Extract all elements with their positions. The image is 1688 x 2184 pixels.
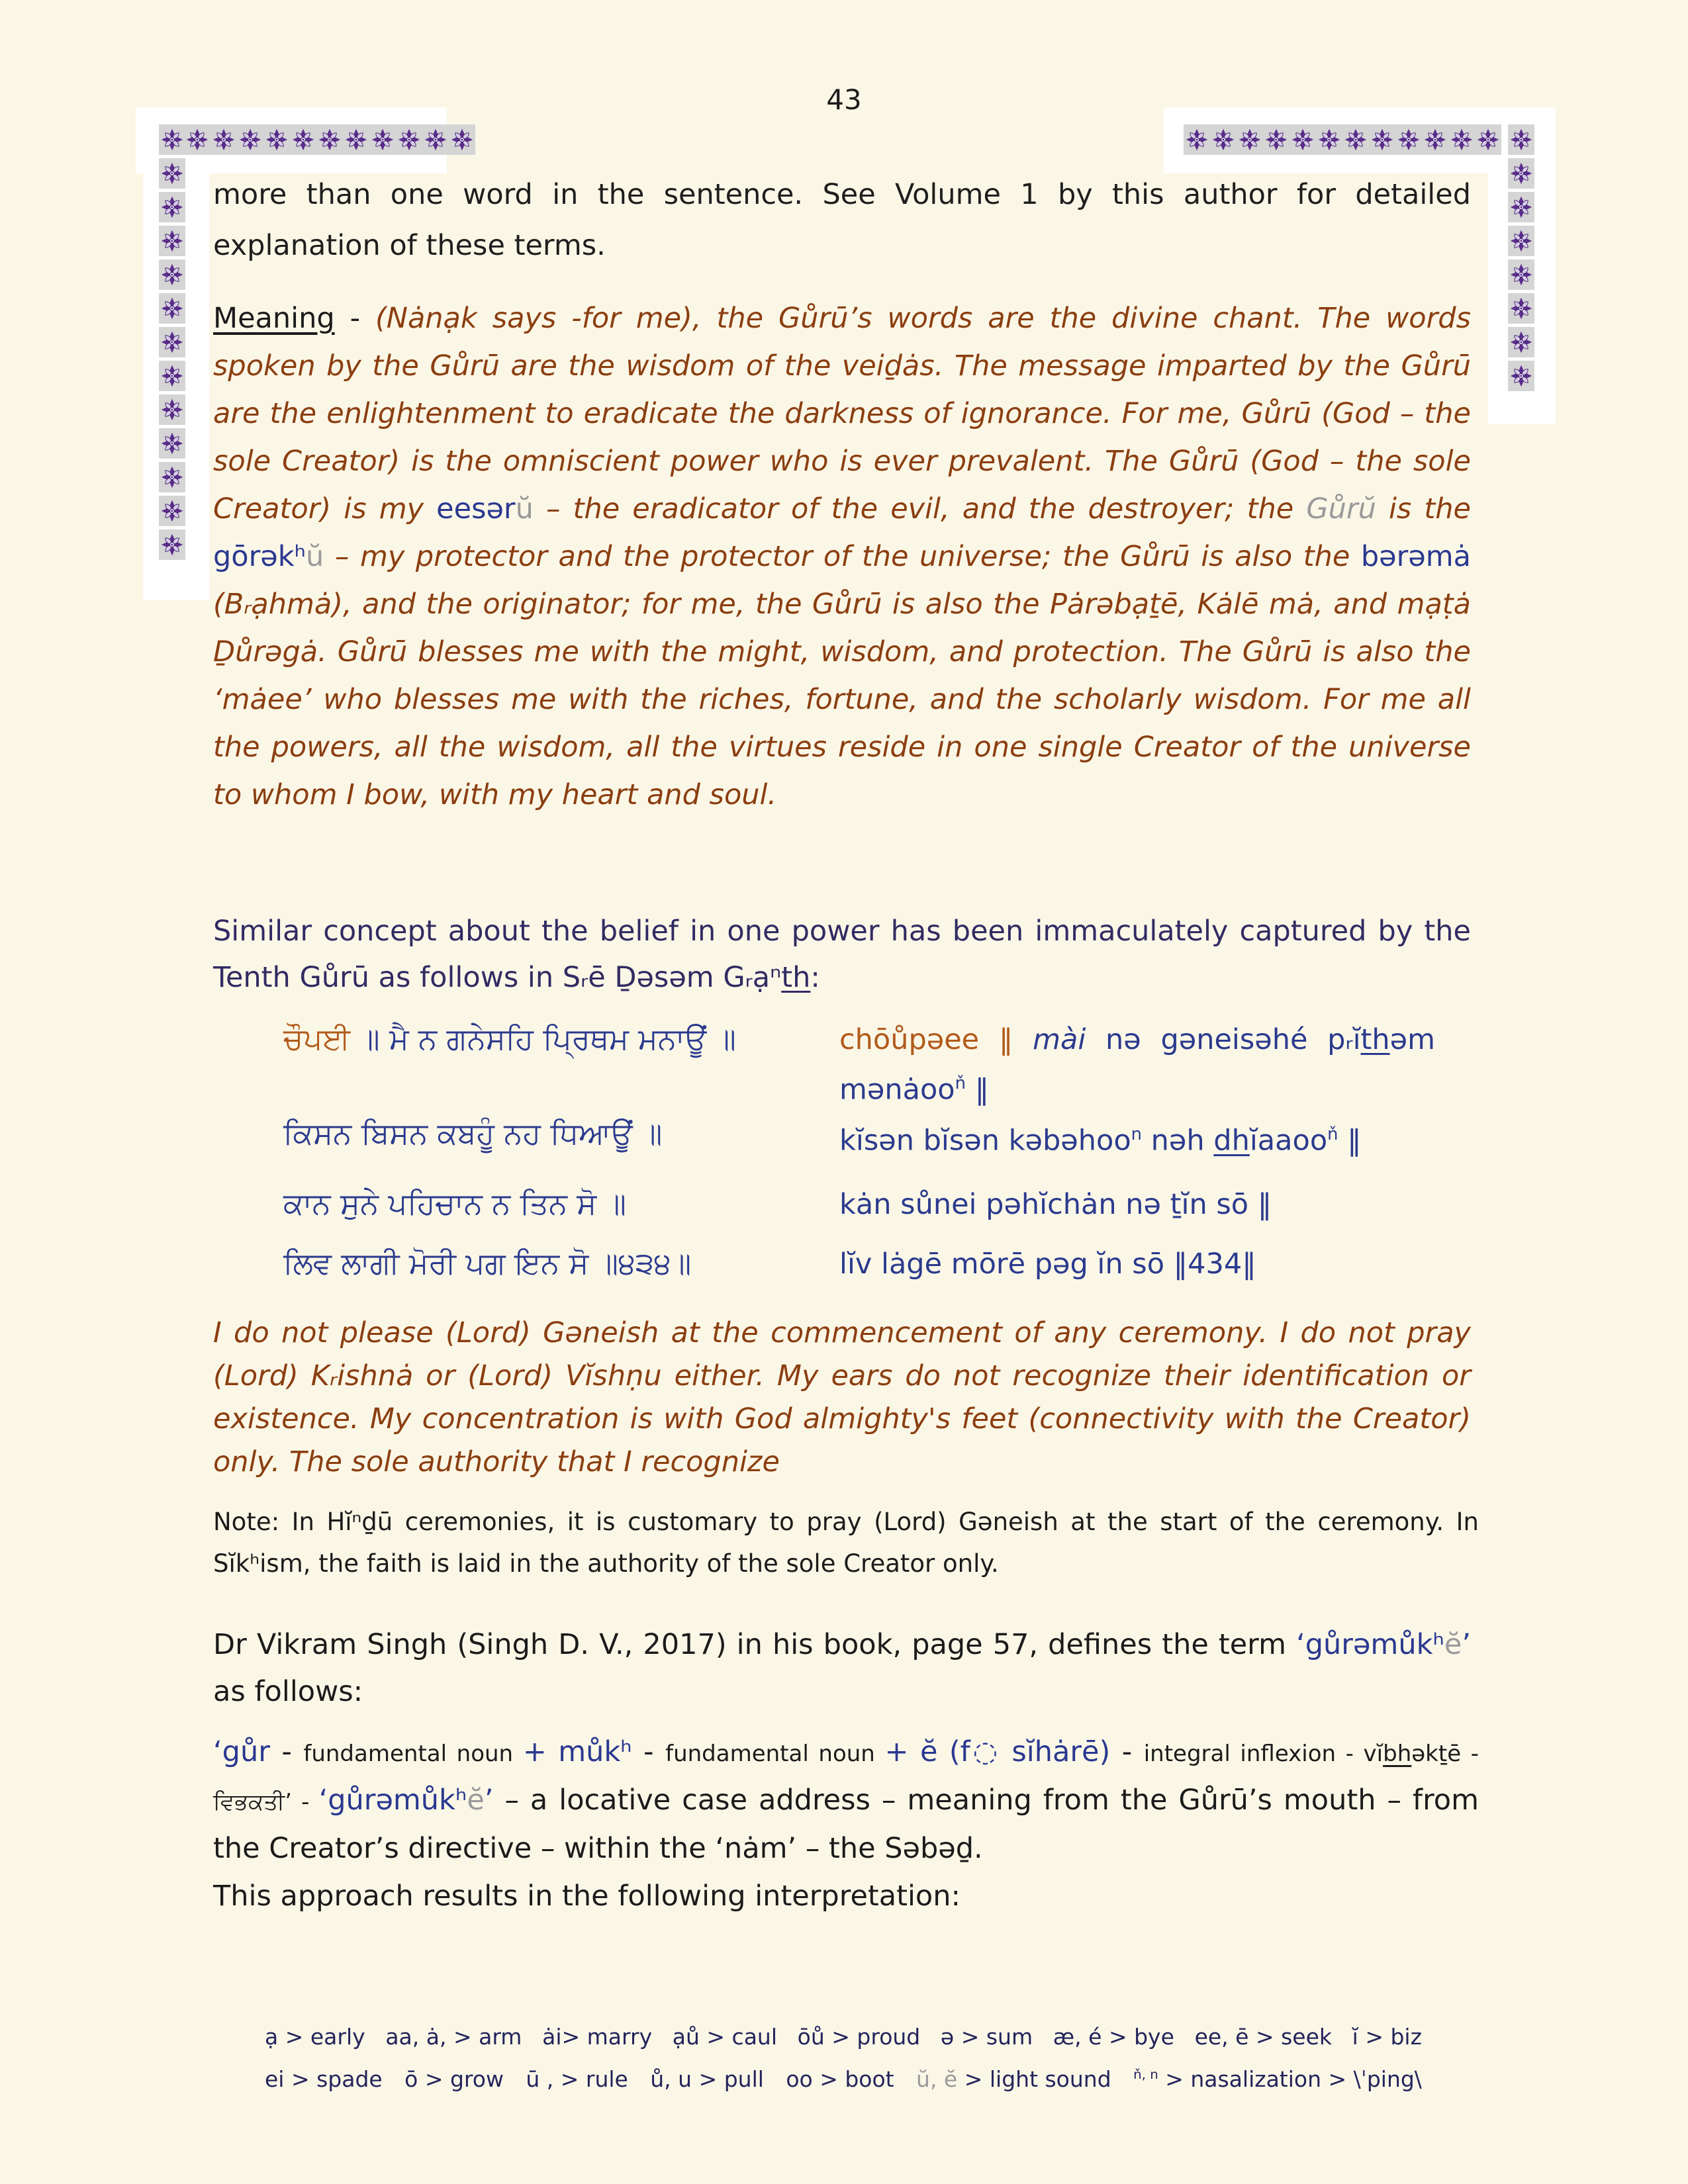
text-segment: ŭ — [306, 540, 324, 573]
flower-ornament-icon — [159, 158, 185, 189]
text-segment: ĭaaoo — [1249, 1124, 1328, 1158]
flower-border-top-left — [184, 124, 475, 155]
pron-item — [542, 2024, 652, 2050]
text-segment: ਲਿਵ ਲਾਗੀ ਮੋਰੀ ਪਗ ਇਨ ਸੋ ॥੪੩੪॥ — [283, 1245, 692, 1281]
flower-ornament-icon — [1316, 124, 1342, 155]
text-segment: ee, ē > seek — [1194, 2024, 1332, 2050]
pron-item — [650, 2066, 764, 2092]
flower-ornament-icon — [316, 124, 343, 155]
flower-ornament-icon — [1508, 361, 1534, 391]
flower-ornament-icon — [1508, 327, 1534, 357]
flower-ornament-icon — [1289, 124, 1316, 155]
text-segment: ạ > early — [265, 2024, 365, 2050]
text-segment: – my protector and the protector of the universe; the Gůrū is also the — [324, 540, 1361, 573]
flower-ornament-icon — [159, 361, 185, 391]
text-segment: ਕਿਸਨ ਬਿਸਨ ਕਬਹੂੰ ਨਹ ਧਿਆਊਂ ॥ — [283, 1116, 663, 1152]
text-segment: nəh — [1141, 1124, 1214, 1158]
text-segment: kĭsən bĭsən kəbəhoo — [839, 1124, 1131, 1158]
pronunciation-key-row-1 — [265, 2024, 1422, 2050]
text-segment: ॥ ਮੈ ਨ ਗਨੇਸਹਿ ਪ੍ਰਿਥਮ ਮਨਾਊਂ ॥ — [350, 1021, 736, 1056]
text-segment: Similar concept about the belief in one power has been immaculately captured by the Tenth Gůrū as follows in Sᵣē Ḏəsəm Gᵣạⁿ — [213, 915, 1471, 994]
text-segment: bərəmȧ — [1360, 540, 1471, 573]
flower-ornament-icon — [1508, 124, 1534, 155]
text-segment: ů, u > pull — [650, 2066, 764, 2092]
text-segment: ĭ > biz — [1352, 2024, 1422, 2050]
approach-line: This approach results in the following interpretation: — [213, 1880, 961, 1913]
flower-ornament-icon — [1508, 192, 1534, 222]
text-segment: ’ — [484, 1784, 494, 1817]
pron-item — [941, 2024, 1033, 2050]
flower-border-right — [1508, 124, 1534, 391]
verse-row — [283, 1242, 1448, 1286]
flower-ornament-icon — [369, 124, 396, 155]
text-segment: dh — [1213, 1124, 1250, 1158]
gurmukhi-line — [283, 1242, 839, 1285]
page-number: 43 — [826, 83, 862, 116]
flower-ornament-icon — [159, 529, 185, 560]
flower-ornament-icon — [211, 124, 237, 155]
text-segment: ň — [955, 1073, 966, 1093]
text-segment: kȧn sůnei pəhĭchȧn nə ṯĭn sō ‖ — [839, 1187, 1272, 1221]
text-segment: bh — [1383, 1741, 1412, 1767]
text-segment: ei > spade — [265, 2066, 383, 2092]
text-segment: mài — [1033, 1023, 1086, 1056]
pron-item — [265, 2024, 365, 2050]
text-segment: n — [1131, 1124, 1142, 1145]
text-segment: ōů > proud — [797, 2024, 921, 2050]
flower-ornament-icon — [343, 124, 369, 155]
flower-ornament-icon — [237, 124, 263, 155]
intro-paragraph: more than one word in the sentence. See Volume 1 by this author for detailed explanation of these terms. — [213, 178, 1471, 262]
pron-item — [916, 2066, 1111, 2092]
text-segment: Gůrŭ — [1306, 492, 1376, 525]
text-segment: gōrəkʰ — [213, 540, 306, 573]
text-segment: əkṯē — [1411, 1741, 1471, 1767]
text-segment: – a locative case address – meaning from the Gůrū’s mouth – from the Creator’s directive – within the ‘nȧm’ – the Səbəḏ. — [213, 1784, 1479, 1865]
text-segment: > light sound — [957, 2066, 1111, 2092]
flower-ornament-icon — [1263, 124, 1289, 155]
text-segment: ‖ — [1338, 1124, 1362, 1158]
similar-concept-paragraph — [213, 908, 1471, 1001]
text-segment: - — [269, 1735, 304, 1768]
text-segment: ŭ — [515, 492, 534, 525]
flower-ornament-icon — [263, 124, 290, 155]
text-segment: ə > sum — [940, 2024, 1033, 2050]
text-segment: ạů > caul — [672, 2024, 777, 2050]
text-segment: - — [334, 302, 375, 335]
transliteration-line — [839, 1242, 1435, 1286]
text-segment: chōůpəee ‖ — [839, 1023, 1033, 1056]
pron-item — [673, 2024, 777, 2050]
pron-item — [1053, 2024, 1174, 2050]
text-segment: ‘gůrəmůkʰ — [1296, 1628, 1444, 1661]
text-segment: ȧi> marry — [542, 2024, 653, 2050]
flower-ornament-icon — [159, 462, 185, 492]
pron-item — [798, 2024, 921, 2050]
text-segment: > nasalization > \ˈping\ — [1158, 2066, 1422, 2092]
text-segment: ‘gůrəmůkʰ — [318, 1784, 467, 1817]
text-segment: æ, é > bye — [1053, 2024, 1174, 2050]
text-segment: lĭv lȧgē mōrē pəg ĭn sō ‖434‖ — [839, 1247, 1256, 1281]
gurmukhi-line — [283, 1113, 839, 1155]
text-segment: ’ — [1462, 1628, 1471, 1661]
note-paragraph: Note: In Hĭⁿḏū ceremonies, it is customary to pray (Lord) Gəneish at the start of the ceremony. In Sĭkʰism, the faith is laid in the authority of the sole Creator only. — [213, 1508, 1479, 1578]
flower-ornament-icon — [449, 124, 475, 155]
flower-ornament-icon — [1210, 124, 1237, 155]
verse-row — [283, 1113, 1448, 1162]
flower-ornament-icon — [1475, 124, 1501, 155]
text-segment: ň — [1327, 1124, 1338, 1145]
verse-row — [283, 1183, 1448, 1226]
flower-ornament-icon — [1508, 293, 1534, 324]
text-segment: ū , > rule — [526, 2066, 628, 2092]
text-segment: + můkʰ — [522, 1735, 632, 1768]
pron-item — [385, 2024, 522, 2050]
flower-ornament-icon — [1422, 124, 1448, 155]
flower-ornament-icon — [159, 428, 185, 459]
text-segment: Meaning — [213, 302, 335, 335]
flower-border-top-right — [1184, 124, 1501, 155]
text-segment: – the eradicator of the evil, and the destroyer; the — [533, 492, 1307, 525]
flower-border-left — [159, 124, 185, 560]
flower-ornament-icon — [159, 226, 185, 256]
text-segment: ō > grow — [404, 2066, 504, 2092]
flower-ornament-icon — [159, 124, 185, 155]
text-segment: - — [632, 1735, 666, 1768]
gurmukhi-line — [283, 1183, 839, 1225]
pron-item — [526, 2066, 628, 2092]
flower-ornament-icon — [1448, 124, 1475, 155]
text-segment: th — [781, 961, 811, 994]
text-segment: nə gəneisəhé pᵣĭ — [1086, 1023, 1361, 1056]
gurmukhi-line — [283, 1018, 839, 1060]
text-segment: əm mənȧoo — [839, 1023, 1436, 1107]
text-segment: - ਵਿਭਕਤੀ’ - — [213, 1741, 1479, 1815]
term-breakdown-paragraph — [213, 1729, 1479, 1872]
flower-ornament-icon — [159, 394, 185, 425]
text-segment: fundamental noun — [303, 1741, 523, 1767]
pron-item — [1133, 2066, 1422, 2092]
text-segment: aa, ȧ, > arm — [385, 2024, 522, 2050]
flower-ornament-icon — [1369, 124, 1395, 155]
text-segment: ŭ, ĕ — [916, 2066, 958, 2092]
flower-ornament-icon — [159, 192, 185, 222]
text-segment: (Nȧnạk says -for me), the Gůrū’s words are the divine chant. The words spoken by the Gůrū are the wisdom of the veiḏȧs. The message imparted by the Gůrū are the enlightenment to eradicate the darkness of ignorance. For me, Gůrū (God – the sole Creator) is the omniscient power who is ever prevalent. The Gůrū (God – the sole Creator) is my — [213, 302, 1471, 525]
flower-ornament-icon — [159, 327, 185, 357]
verse-block — [283, 1018, 1448, 1286]
text-segment: oo > boot — [786, 2066, 894, 2092]
pronunciation-key-row-2 — [265, 2066, 1422, 2092]
text-segment: integral inflexion - vĭ — [1143, 1741, 1383, 1767]
text-segment: + ĕ (f◌ sĭhȧrē) — [884, 1735, 1111, 1768]
pron-item — [1352, 2024, 1422, 2050]
text-segment: ň, n — [1133, 2067, 1158, 2082]
text-segment: ĕ — [1444, 1628, 1462, 1661]
flower-ornament-icon — [1184, 124, 1210, 155]
flower-ornament-icon — [1237, 124, 1263, 155]
pron-item — [404, 2066, 504, 2092]
text-segment: (Bᵣạhmȧ), and the originator; for me, the Gůrū is also the Pȧrəbạṯē, Kȧlē mȧ, and mạṭȧ Ḏůrəgȧ. Gůrū blesses me with the might, wisdom, and protection. The Gůrū is also the ‘mȧee’ who blesses me with the riches, fortune, and the scholarly wisdom. For me all the powers, all the wisdom, all the virtues reside in one single Creator of the universe to whom I bow, with my heart and soul. — [213, 588, 1471, 811]
flower-ornament-icon — [159, 293, 185, 324]
text-segment: ਚੌਪਈ — [283, 1021, 351, 1056]
text-segment: - — [1110, 1735, 1144, 1768]
flower-ornament-icon — [159, 496, 185, 526]
pron-item — [786, 2066, 894, 2092]
transliteration-line — [839, 1183, 1435, 1226]
flower-ornament-icon — [1395, 124, 1422, 155]
flower-ornament-icon — [184, 124, 211, 155]
flower-ornament-icon — [159, 259, 185, 290]
text-segment: : — [810, 961, 820, 994]
text-segment: as follows: — [213, 1675, 363, 1708]
pron-item — [1195, 2024, 1332, 2050]
pron-item — [265, 2066, 383, 2092]
flower-ornament-icon — [422, 124, 449, 155]
flower-ornament-icon — [1342, 124, 1369, 155]
transliteration-line — [839, 1018, 1435, 1111]
verse-row — [283, 1018, 1448, 1111]
text-segment: Dr Vikram Singh (Singh D. V., 2017) in his book, page 57, defines the term — [213, 1628, 1297, 1661]
flower-ornament-icon — [1508, 259, 1534, 290]
text-segment: fundamental noun — [665, 1741, 885, 1767]
text-segment: ‖ — [965, 1073, 990, 1107]
flower-ornament-icon — [1508, 158, 1534, 189]
transliteration-line — [839, 1113, 1435, 1162]
flower-ornament-icon — [1508, 226, 1534, 256]
meaning-paragraph — [213, 295, 1471, 819]
text-segment: is the — [1376, 492, 1471, 525]
vikram-singh-paragraph — [213, 1621, 1471, 1715]
text-segment: ਕਾਨ ਸੁਨੇ ਪਹਿਚਾਨ ਨ ਤਿਨ ਸੋ ॥ — [283, 1185, 626, 1221]
text-segment: eesər — [436, 492, 516, 525]
text-segment: ĕ — [467, 1784, 485, 1817]
text-segment: ‘gůr — [213, 1735, 270, 1768]
flower-ornament-icon — [290, 124, 316, 155]
verse-translation-paragraph: I do not please (Lord) Gəneish at the commencement of any ceremony. I do not pray (Lord) Kᵣishnȧ or (Lord) Vĭshṇu either. My ears do not recognize their identification or existence. My concentration is with God almighty's feet (connectivity with the Creator) only. The sole authority that I recognize — [213, 1316, 1471, 1479]
text-segment: th — [1360, 1023, 1390, 1056]
flower-ornament-icon — [396, 124, 422, 155]
